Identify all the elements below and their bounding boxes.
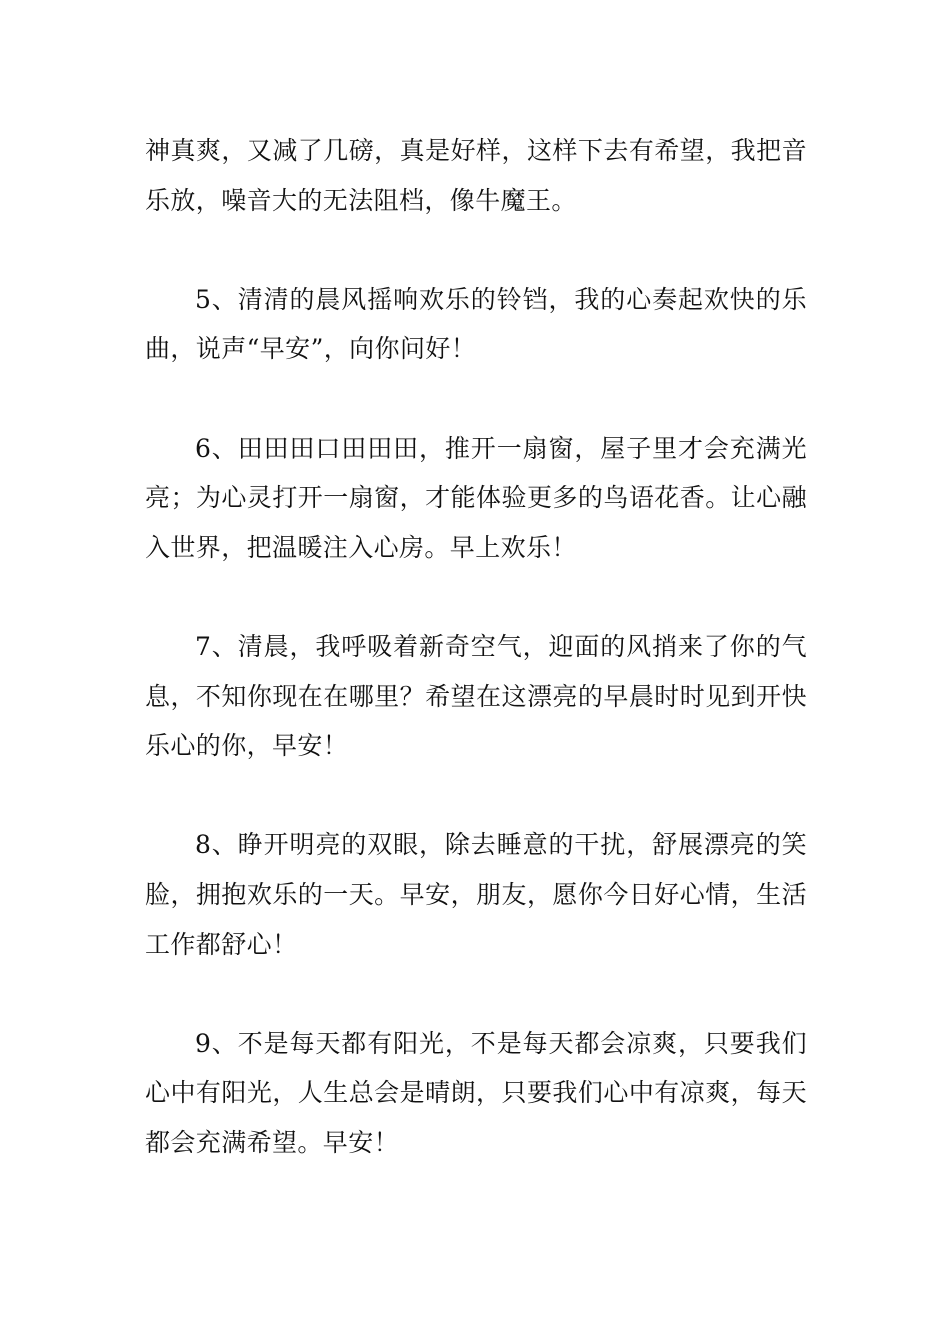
paragraph-item-9: 9、不是每天都有阳光，不是每天都会凉爽，只要我们心中有阳光，人生总会是晴朗，只要我们心中有凉爽，每天都会充满希望。早安！: [145, 1028, 807, 1157]
paragraph-continuation: 神真爽，又减了几磅，真是好样，这样下去有希望，我把音乐放，噪音大的无法阻档，像牛魔王。: [145, 136, 807, 215]
paragraph-item-7: 7、清晨，我呼吸着新奇空气，迎面的风捎来了你的气息，不知你现在在哪里？希望在这漂亮的早晨时时见到开快乐心的你，早安！: [145, 631, 807, 761]
paragraph-item-6: 6、田田田口田田田，推开一扇窗，屋子里才会充满光亮；为心灵打开一扇窗，才能体验更多的鸟语花香。让心融入世界，把温暖注入心房。早上欢乐！: [145, 433, 807, 562]
paragraph-item-5: 5、清清的晨风摇响欢乐的铃铛，我的心奏起欢快的乐曲，说声“早安”，向你问好！: [145, 284, 807, 364]
paragraph-item-8: 8、睁开明亮的双眼，除去睡意的干扰，舒展漂亮的笑脸，拥抱欢乐的一天。早安，朋友，愿你今日好心情，生活工作都舒心！: [145, 830, 807, 959]
document-body: [145, 126, 807, 1217]
